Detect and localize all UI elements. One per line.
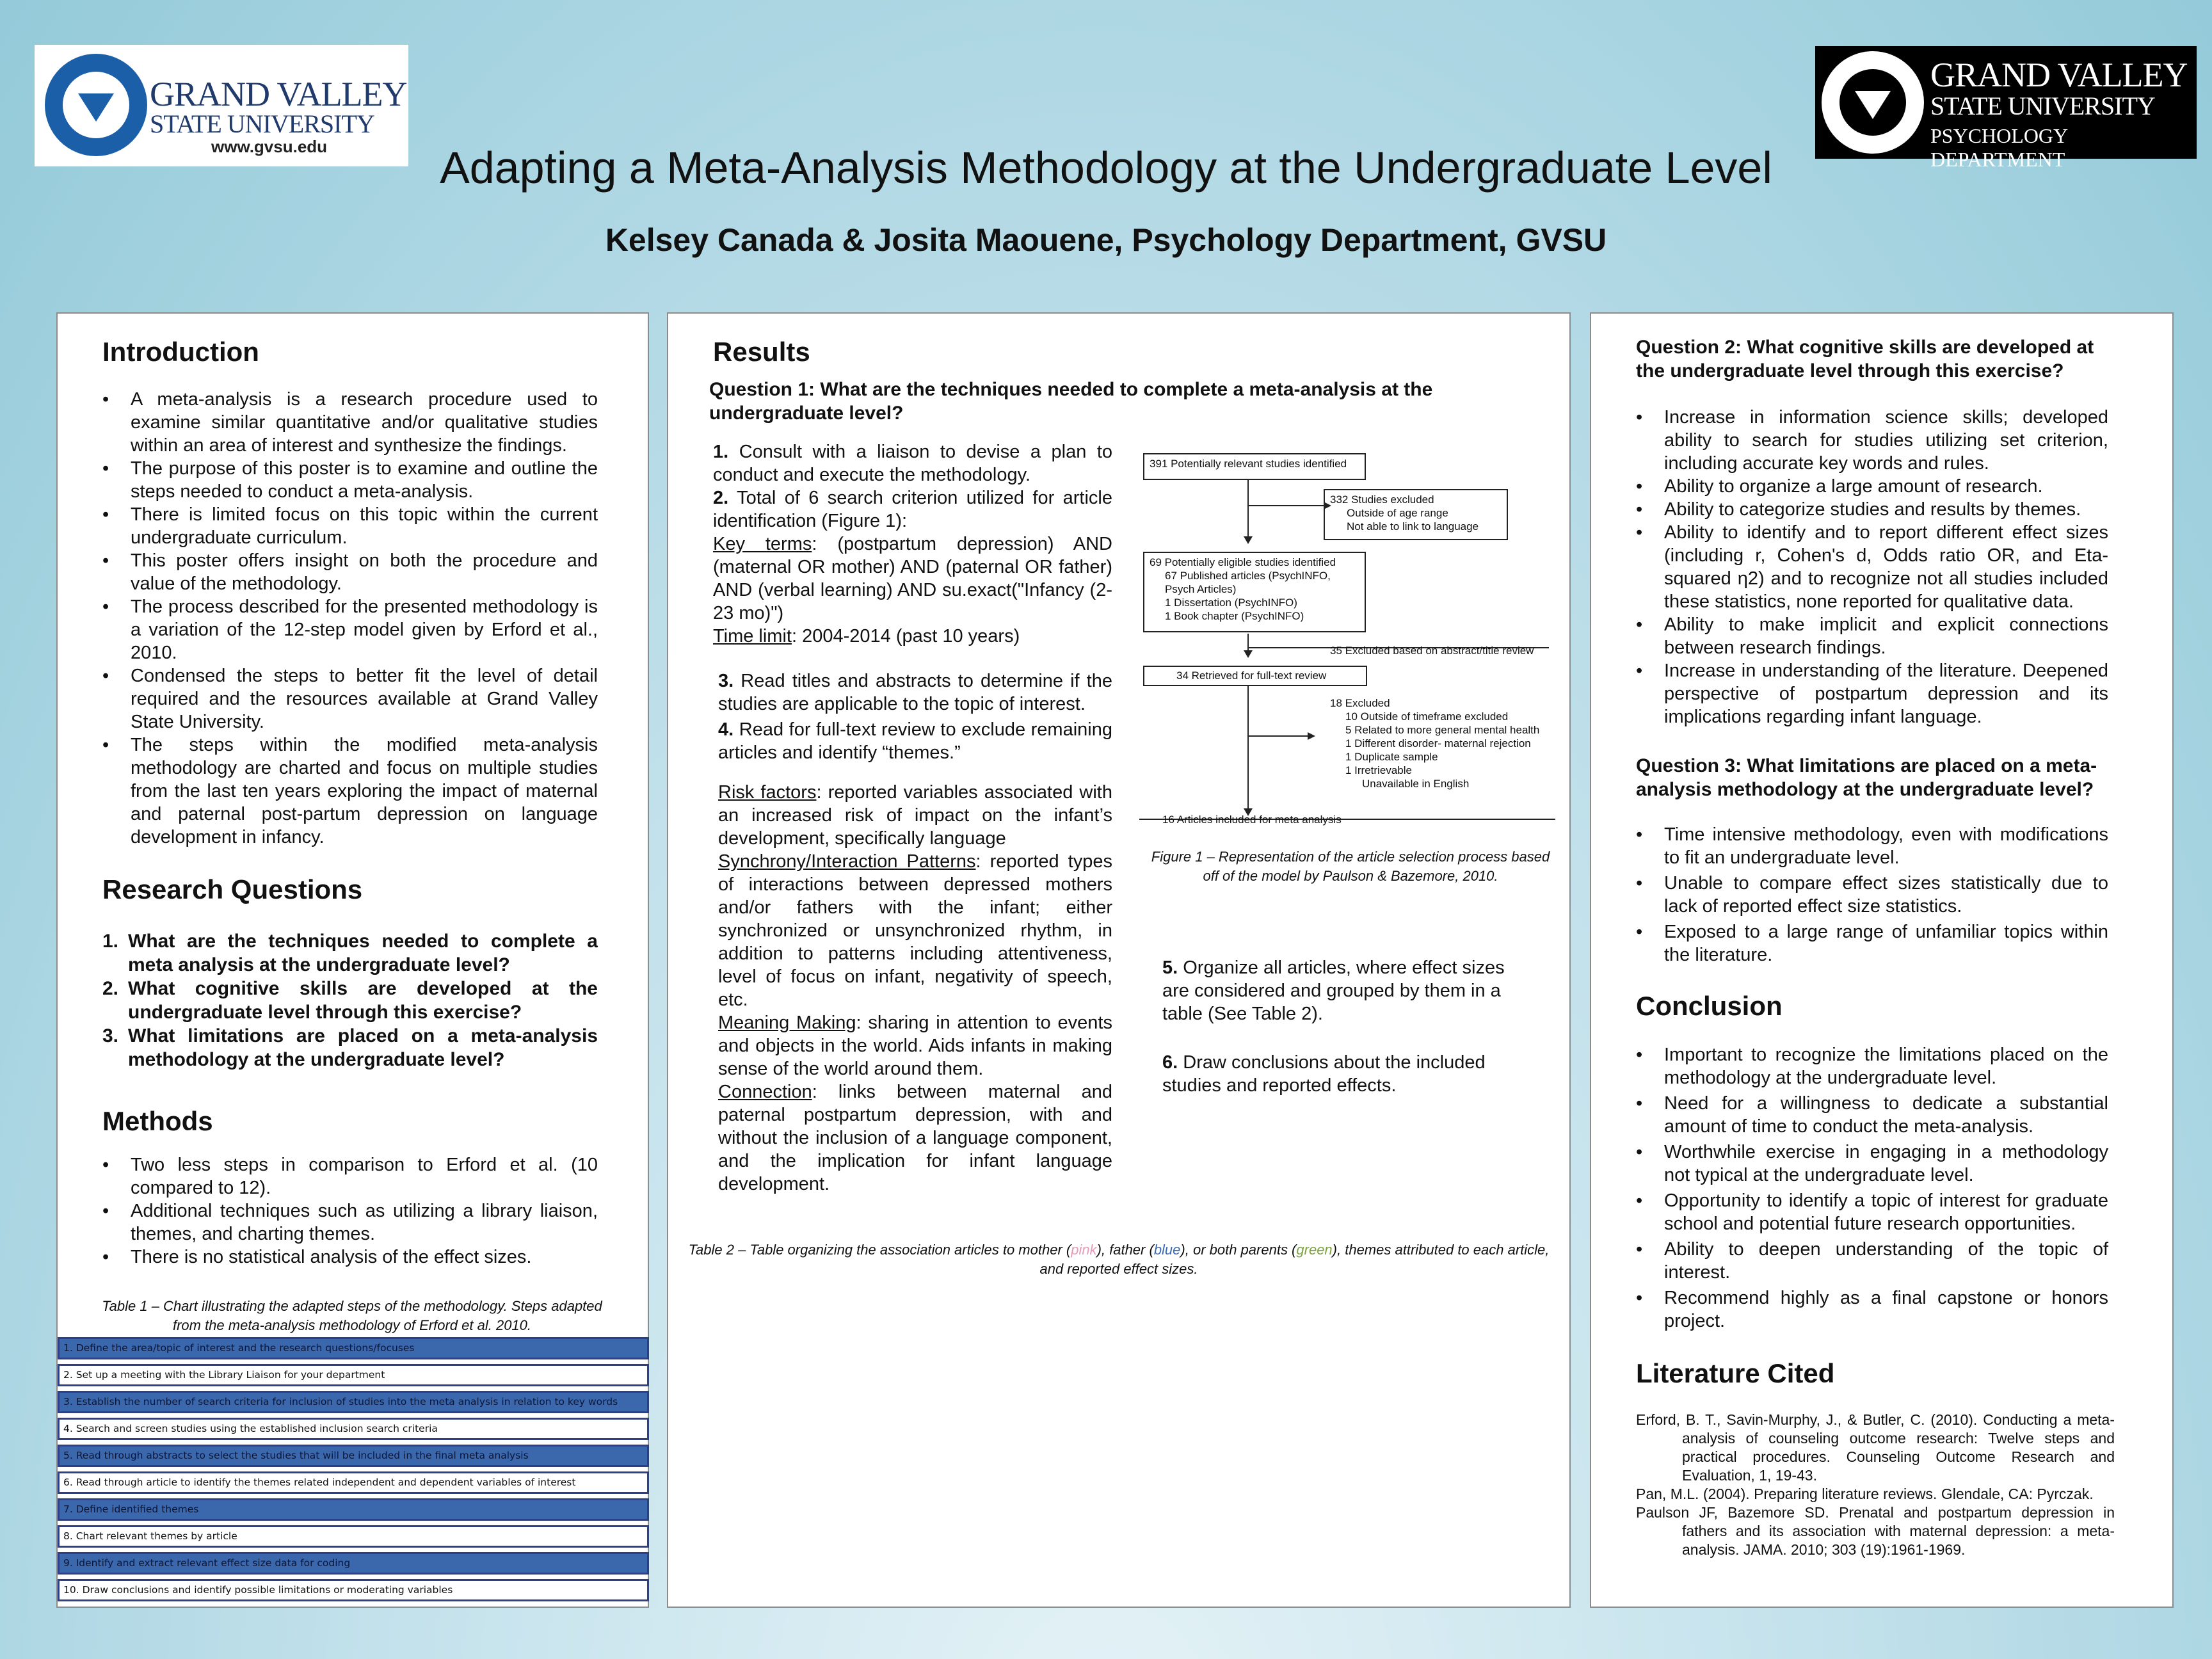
step-text: Draw conclusions about the included studies and reported effects. (1162, 1052, 1486, 1096)
theme-label: Synchrony/Interaction Patterns (718, 851, 976, 872)
methods-heading: Methods (102, 1106, 213, 1136)
flow-excluded-3 (1330, 696, 1539, 790)
rq-number: 1. (102, 931, 119, 952)
theme-text: : sharing in attention to events and objects in the world. Aids infants in making sense of the world around them. (718, 1013, 1112, 1079)
caption-text: ), father ( (1096, 1242, 1154, 1258)
flow-text: Psych Articles) (1165, 583, 1237, 595)
citation: Paulson JF, Bazemore SD. Prenatal and postpartum depression in fathers and its association with maternal depression: a meta-analysis. JAMA. 2010; 303 (19):1961-1969. (1636, 1504, 2115, 1558)
step-text: Consult with a liaison to devise a plan to conduct and execute the methodology. (713, 442, 1113, 485)
step-number: 4. (718, 719, 734, 740)
poster-authors: Kelsey Canada & Josita Maouene, Psychology Department, GVSU (605, 222, 1607, 258)
list-item: • The purpose of this poster is to examine and outline the steps needed to conduct a meta-analysis. (102, 457, 598, 503)
step-row: 3. Establish the number of search criteria for inclusion of studies into the meta analysis in relation to key words (58, 1391, 649, 1413)
intro-list (102, 388, 598, 849)
themes-list (718, 781, 1112, 1196)
flow-text: 5 Related to more general mental health (1345, 724, 1540, 736)
step-text: Read for full-text review to exclude remaining articles and identify “themes.” (718, 719, 1112, 763)
flow-text: 1 Book chapter (PsychINFO) (1165, 610, 1304, 622)
theme-item (718, 1080, 1112, 1196)
poster-title: Adapting a Meta-Analysis Methodology at the Undergraduate Level (440, 143, 1772, 193)
results-steps-3-4 (718, 669, 1112, 764)
list-item: • Time intensive methodology, even with modifications to fit an undergraduate level. (1636, 823, 2108, 869)
step-row: 5. Read through abstracts to select the studies that will be included in the final meta analysis (58, 1445, 649, 1467)
logo-right-line3: PSYCHOLOGY DEPARTMENT (1930, 124, 2067, 171)
theme-text: : reported types of interactions between depressed mothers and/or fathers with the infant; either synchronized or unsynchronized rhythm, in addition to patterns including attentiveness, level of focus on infant, negativity of speech, etc. (718, 851, 1112, 1010)
list-item: • Ability to make implicit and explicit connections between research findings. (1636, 613, 2108, 659)
step-row: 8. Chart relevant themes by article (58, 1525, 649, 1548)
list-item: • Recommend highly as a final capstone or honors project. (1636, 1286, 2108, 1333)
step-row: 4. Search and screen studies using the established inclusion search criteria (58, 1418, 649, 1440)
intro-heading: Introduction (102, 337, 259, 367)
list-item: • Ability to organize a large amount of research. (1636, 475, 2108, 498)
results-step5 (1162, 956, 1521, 1025)
step-row: 2. Set up a meeting with the Library Liaison for your department (58, 1364, 649, 1386)
caption-text: ), or both parents ( (1180, 1242, 1297, 1258)
list-item: • The process described for the presented methodology is a variation of the 12-step model given by Erford et al., 2010. (102, 595, 598, 664)
question2-list (1636, 406, 2108, 728)
step-number: 5. (1162, 958, 1178, 978)
flow-text: 18 Excluded (1330, 697, 1390, 709)
flow-text: 67 Published articles (PsychINFO, (1165, 570, 1331, 582)
step1 (713, 440, 1112, 486)
list-item (102, 929, 598, 977)
citation: Pan, M.L. (2004). Preparing literature reviews. Glendale, CA: Pyrczak. (1636, 1486, 2094, 1502)
logo-right-line2: STATE UNIVERSITY (1930, 92, 2155, 120)
step4 (718, 718, 1112, 764)
literature-cited-list (1636, 1411, 2115, 1559)
step3 (718, 669, 1112, 716)
time-limit (713, 625, 1112, 648)
question2-heading: Question 2: What cognitive skills are developed at the undergraduate level through this exercise? (1636, 337, 2094, 381)
step-row: 10. Draw conclusions and identify possible limitations or moderating variables (58, 1579, 649, 1601)
list-item (102, 1024, 598, 1071)
step-row: 9. Identify and extract relevant effect size data for coding (58, 1552, 649, 1575)
list-item: • Important to recognize the limitations placed on the methodology at the undergraduate level. (1636, 1043, 2108, 1089)
theme-label: Meaning Making (718, 1013, 856, 1033)
list-item: • Additional techniques such as utilizing a library liaison, themes, and charting themes. (102, 1199, 598, 1246)
step-row: 1. Define the area/topic of interest and the research questions/focuses (58, 1337, 649, 1359)
flow-box-excluded-1 (1324, 489, 1508, 540)
results-steps-1-2 (713, 440, 1112, 648)
list-item: • Unable to compare effect sizes statistically due to lack of reported effect size statistics. (1636, 872, 2108, 918)
caption-blue: blue (1153, 1242, 1181, 1258)
step-number: 2. (713, 488, 729, 508)
literature-cited-heading: Literature Cited (1636, 1358, 1835, 1388)
results-heading: Results (713, 337, 810, 367)
caption-text: Table 2 – Table organizing the association articles to mother ( (688, 1242, 1071, 1258)
flow-box-retrieved: 34 Retrieved for full-text review (1143, 666, 1367, 686)
research-questions-list (102, 929, 598, 1071)
flow-text: 10 Outside of timeframe excluded (1345, 710, 1509, 723)
methods-list (102, 1153, 598, 1269)
theme-item (718, 781, 1112, 850)
step-text: Read titles and abstracts to determine if the studies are applicable to the topic of interest. (718, 671, 1112, 714)
theme-text: : links between maternal and paternal postpartum depression, with and without the inclusion of a language component, and the implication for infant language development. (718, 1082, 1112, 1194)
step-number: 3. (718, 671, 734, 691)
logo-left-line1: GRAND VALLEY (150, 75, 407, 113)
list-item: • Condensed the steps to better fit the level of detail required and the resources available at Grand Valley State University. (102, 664, 598, 733)
list-item: • Increase in understanding of the literature. Deepened perspective of postpartum depression and its implications regarding infant language. (1636, 659, 2108, 728)
key-terms-text: : (postpartum depression) AND (maternal OR mother) AND (paternal OR father) AND (verbal learning) AND su.exact("Infancy (2-23 mo)") (713, 534, 1112, 623)
flow-box-eligible (1143, 552, 1366, 632)
conclusion-list (1636, 1043, 2108, 1333)
step-row: 7. Define identified themes (58, 1498, 649, 1521)
list-item: • Increase in information science skills; developed ability to search for studies utilizing set criterion, including accurate key words and rules. (1636, 406, 2108, 475)
step-number: 6. (1162, 1052, 1178, 1073)
theme-text: : reported variables associated with an increased risk of impact on the infant’s development, specifically language (718, 782, 1112, 849)
citation: Erford, B. T., Savin-Murphy, J., & Butler, C. (2010). Conducting a meta-analysis of counseling outcome research: Twelve steps and practical procedures. Counseling Outcome Research and Evaluation, 1, 19-43. (1636, 1411, 2115, 1484)
list-item: • There is no statistical analysis of the effect sizes. (102, 1246, 598, 1269)
list-item: • Exposed to a large range of unfamiliar topics within the literature. (1636, 920, 2108, 966)
logo-left-line2: STATE UNIVERSITY (150, 109, 374, 138)
flow-text: 1 Duplicate sample (1345, 751, 1438, 763)
flow-text: 1 Irretrievable (1345, 764, 1412, 776)
logo-left-url: www.gvsu.edu (211, 137, 328, 156)
list-item: • There is limited focus on this topic within the current undergraduate curriculum. (102, 503, 598, 549)
gvsu-emblem-icon (1822, 51, 1924, 154)
list-item: • Opportunity to identify a topic of interest for graduate school and potential future research opportunities. (1636, 1189, 2108, 1235)
rq-text: What cognitive skills are developed at the undergraduate level through this exercise? (128, 978, 598, 1023)
flow-text: 69 Potentially eligible studies identified (1150, 556, 1336, 568)
step-text: Total of 6 search criterion utilized for article identification (Figure 1): (713, 488, 1112, 531)
rq-text: What limitations are placed on a meta-analysis methodology at the undergraduate level? (128, 1025, 598, 1070)
flow-excluded-2: 35 Excluded based on abstract/title review (1330, 645, 1534, 657)
caption-pink: pink (1071, 1242, 1097, 1258)
time-limit-text: : 2004-2014 (past 10 years) (791, 626, 1020, 646)
question1-heading: Question 1: What are the techniques needed to complete a meta-analysis at the undergraduate level? (709, 379, 1433, 424)
theme-label: Risk factors (718, 782, 817, 803)
time-limit-label: Time limit (713, 626, 792, 646)
flow-box-identified: 391 Potentially relevant studies identified (1143, 453, 1366, 480)
flow-text: 1 Different disorder- maternal rejection (1345, 737, 1531, 749)
list-item: • Two less steps in comparison to Erford et al. (10 compared to 12). (102, 1153, 598, 1199)
theme-item (718, 1011, 1112, 1080)
rq-number: 3. (102, 1025, 119, 1046)
flow-text: Unavailable in English (1362, 778, 1470, 790)
step-row: 6. Read through article to identify the themes related independent and dependent variables of interest (58, 1471, 649, 1494)
list-item: • This poster offers insight on both the procedure and value of the methodology. (102, 549, 598, 595)
flow-text: Outside of age range (1347, 507, 1448, 519)
list-item: • Worthwhile exercise in engaging in a methodology not typical at the undergraduate level. (1636, 1141, 2108, 1187)
theme-item (718, 850, 1112, 1011)
list-item: • Ability to categorize studies and results by themes. (1636, 498, 2108, 521)
step-number: 1. (713, 442, 729, 462)
list-item: • Ability to identify and to report different effect sizes (including r, Cohen's d, Odds ratio OR, and Eta-squared η2) and to recognize not all studies included these statistics, none reported for qualitative data. (1636, 521, 2108, 613)
caption-green: green (1296, 1242, 1333, 1258)
flow-box-included: 16 Articles included for meta analysis (1162, 813, 1342, 826)
list-item: • Ability to deepen understanding of the topic of interest. (1636, 1238, 2108, 1284)
list-item: • The steps within the modified meta-analysis methodology are charted and focus on multiple studies from the last ten years exploring the impact of maternal and paternal post-partum depression on language development in infancy. (102, 733, 598, 849)
rq-number: 2. (102, 978, 119, 999)
step2 (713, 486, 1112, 533)
logo-right-line1: GRAND VALLEY (1930, 56, 2188, 94)
list-item: • Need for a willingness to dedicate a substantial amount of time to conduct the meta-analysis. (1636, 1092, 2108, 1138)
flow-text: Not able to link to language (1347, 520, 1479, 533)
conclusion-heading: Conclusion (1636, 991, 1783, 1021)
list-item (102, 977, 598, 1024)
results-step6 (1162, 1051, 1521, 1097)
question3-list (1636, 823, 2108, 966)
step-text: Organize all articles, where effect sizes are considered and grouped by them in a table (See Table 2). (1162, 958, 1505, 1024)
figure1-caption: Figure 1 – Representation of the article selection process based off of the model by Paulson & Bazemore, 2010. (1151, 849, 1550, 884)
research-questions-heading: Research Questions (102, 874, 363, 904)
gvsu-emblem-icon (45, 54, 147, 156)
caption-text: ), themes attributed to each article, and reported effect sizes. (1039, 1242, 1550, 1277)
flow-text: 1 Dissertation (PsychINFO) (1165, 597, 1297, 609)
question3-heading: Question 3: What limitations are placed on a meta-analysis methodology at the undergraduate level? (1636, 755, 2097, 800)
flow-text: 332 Studies excluded (1330, 493, 1434, 506)
rq-text: What are the techniques needed to complete a meta analysis at the undergraduate level? (128, 931, 598, 975)
list-item: • A meta-analysis is a research procedure used to examine similar quantitative and/or qualitative studies within an area of interest and synthesize the findings. (102, 388, 598, 457)
key-terms (713, 533, 1112, 625)
key-terms-label: Key terms (713, 534, 812, 554)
table2-caption (682, 1240, 1555, 1279)
theme-label: Connection (718, 1082, 812, 1102)
table1-caption: Table 1 – Chart illustrating the adapted steps of the methodology. Steps adapted from the meta-analysis methodology of Erford et al. 2010. (102, 1298, 602, 1333)
